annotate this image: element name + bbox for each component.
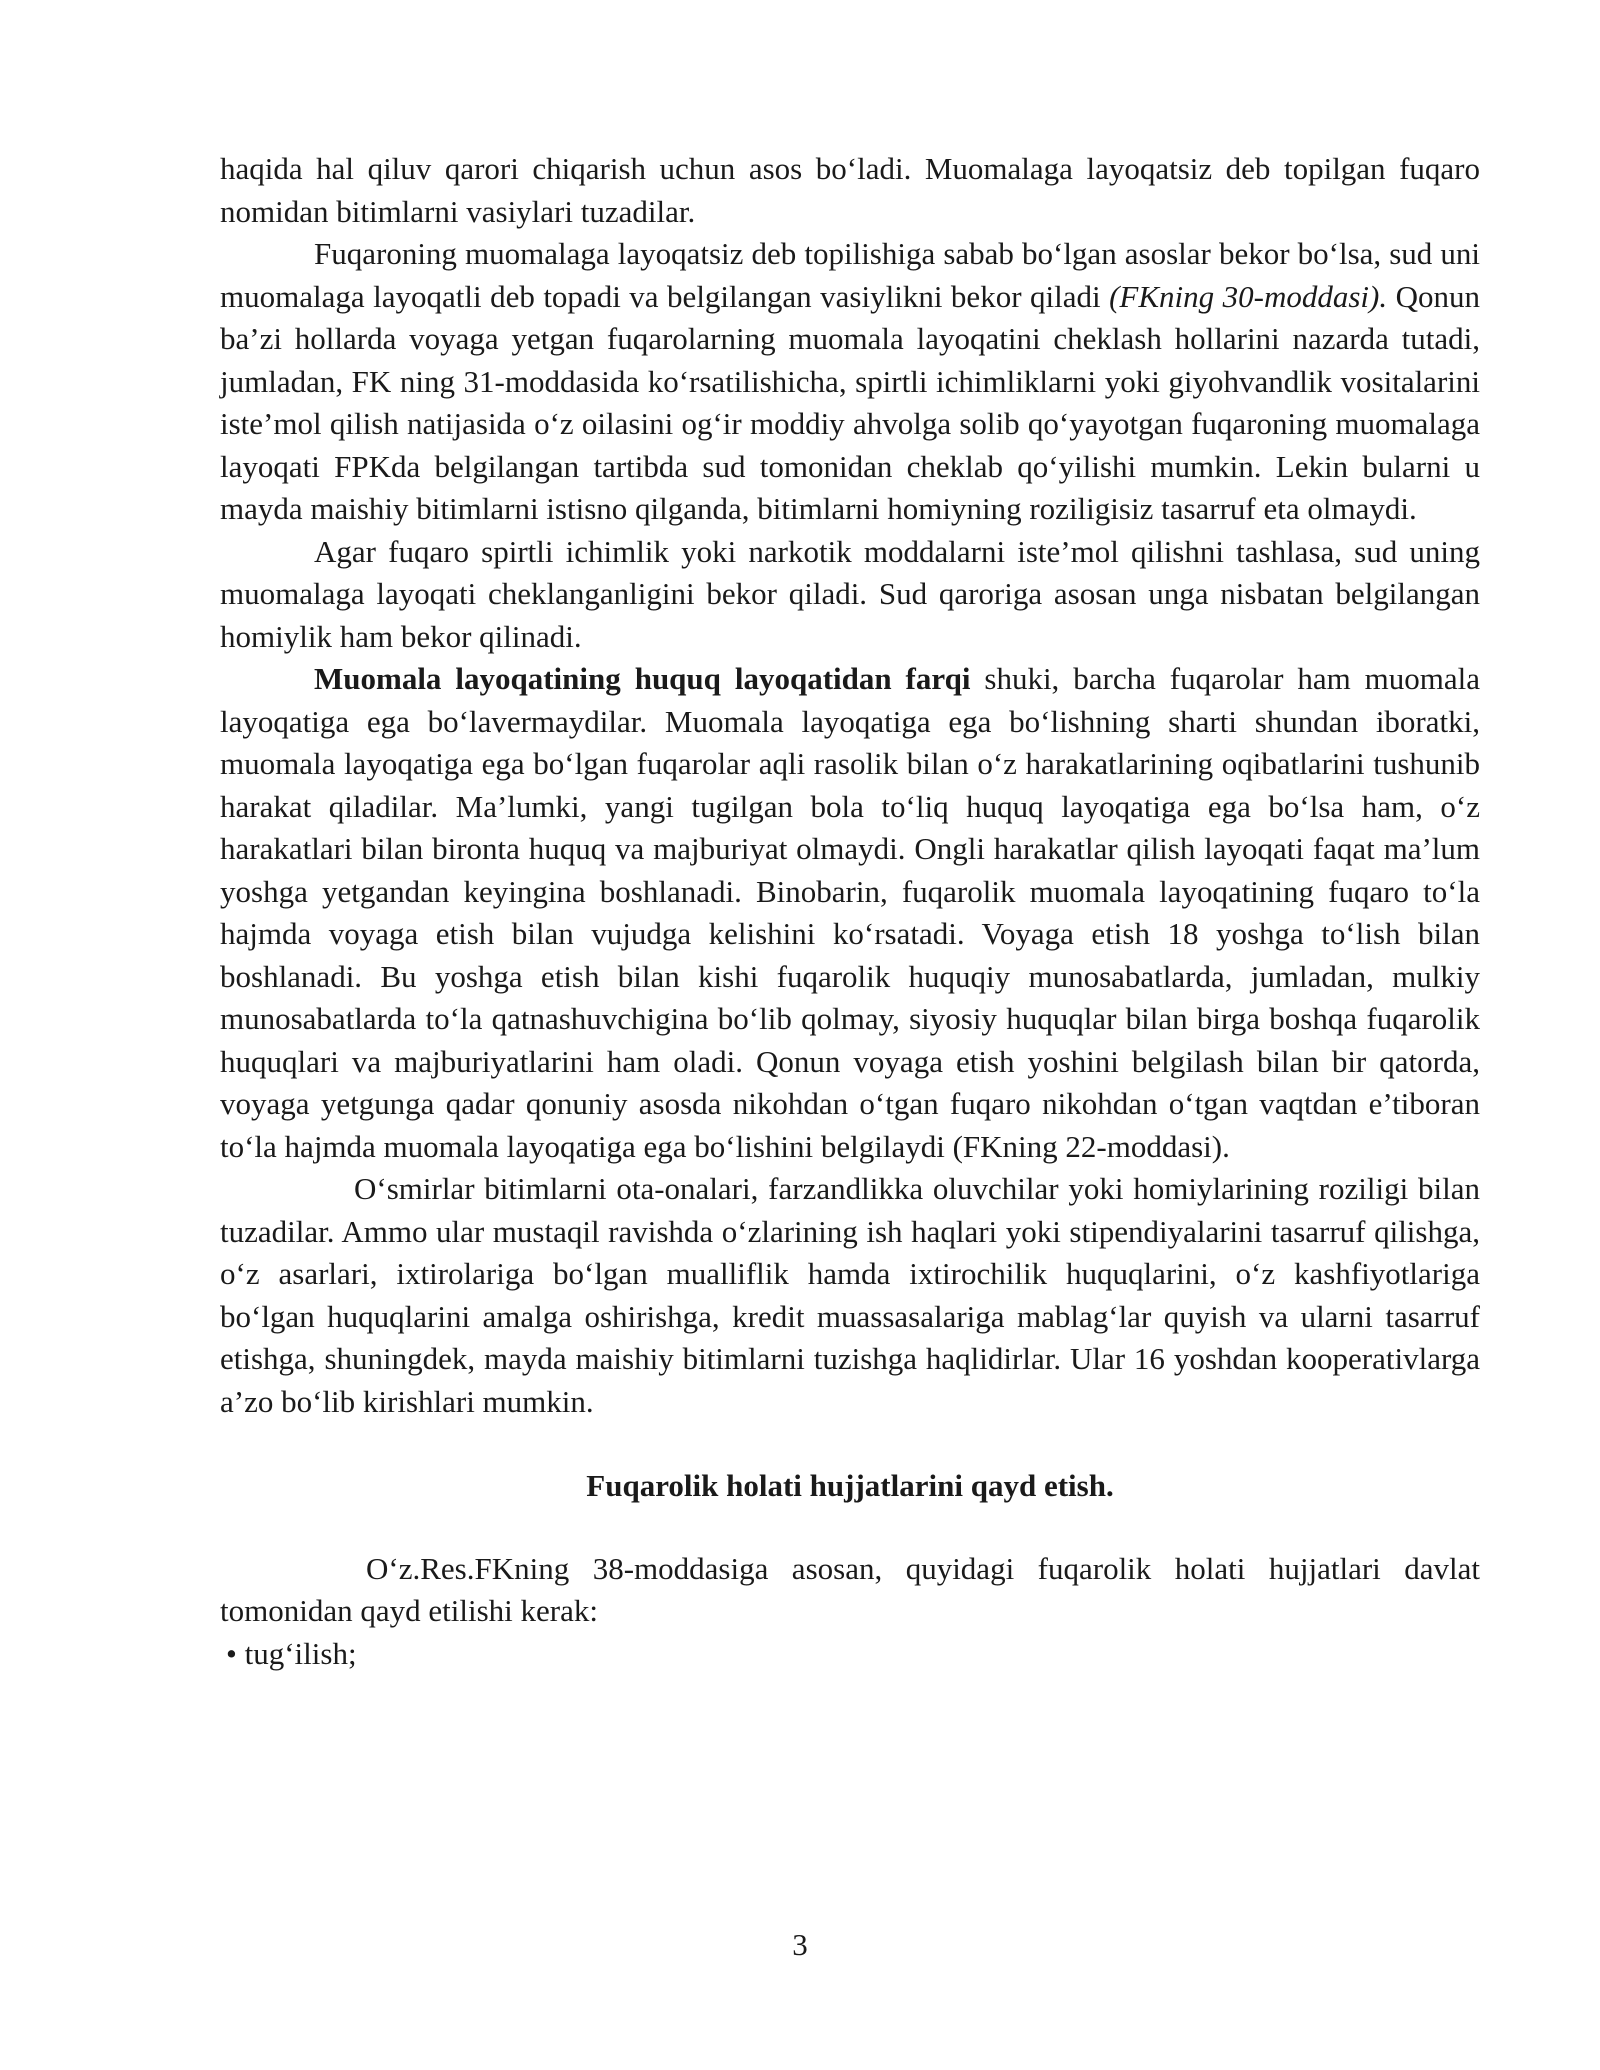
bullet-item-birth: • tug‘ilish; [226, 1635, 357, 1671]
paragraph-2-text-b: Qonun ba’zi hollarda voyaga yetgan fuqarolarning muomala layoqatini cheklash hollarini nazarda tutadi, jumladan, FK ning 31-moddasida ko‘rsatilishicha, spirtli ichimliklarni yoki giyohvandlik vositalarini iste’mol qilish natijasida o‘z oilasini og‘ir moddiy ahvolga solib qo‘yayotgan fuqaroning muomalaga layoqati FPKda belgilangan tartibda sud tomonidan cheklab qo‘yilishi mumkin. Lekin bularni u mayda maishiy bitimlarni istisno qilganda, bitimlarni homiyning roziligisiz tasarruf eta olmaydi. [220, 278, 1481, 526]
section-heading: Fuqarolik holati hujjatlarini qayd etish. [586, 1468, 1114, 1503]
document-page [220, 148, 1480, 1675]
paragraph-1: haqida hal qiluv qarori chiqarish uchun asos bo‘ladi. Muomalaga layoqatsiz deb topilgan fuqaro nomidan bitimlarni vasiylari tuzadilar. [220, 151, 1480, 229]
page-number: 3 [792, 1927, 808, 1962]
article-reference: (FKning 30-moddasi). [1109, 278, 1388, 314]
paragraph-4-text: shuki, barcha fuqarolar ham muomala layoqatiga ega bo‘lavermaydilar. Muomala layoqatiga ega bo‘lishning sharti shundan iboratki, muomala layoqatiga ega bo‘lgan fuqarolar aqli rasolik bilan o‘z harakatlarining oqibatlarini tushunib harakat qiladilar. Ma’lumki, yangi tugilgan bola to‘liq huquq layoqatiga ega bo‘lsa ham, o‘z harakatlari bilan bironta huquq va majburiyat olmaydi. Ongli harakatlar qilish layoqati faqat ma’lum yoshga yetgandan keyingina boshlanadi. Binobarin, fuqarolik muomala layoqatining fuqaro to‘la hajmda voyaga etish bilan vujudga kelishini ko‘rsatadi. Voyaga etish 18 yoshga to‘lish bilan boshlanadi. Bu yoshga etish bilan kishi fuqarolik huquqiy munosabatlarda, jumladan, mulkiy munosabatlarda to‘la qatnashuvchigina bo‘lib qolmay, siyosiy huquqlar bilan birga boshqa fuqarolik huquqlari va majburiyatlarini ham oladi. Qonun voyaga etish yoshini belgilash bilan bir qatorda, voyaga yetgunga qadar qonuniy asosda nikohdan o‘tgan fuqaro nikohdan o‘tgan vaqtdan e’tiboran to‘la hajmda muomala layoqatiga ega bo‘lishini belgilaydi (FKning 22-moddasi). [220, 661, 1481, 1164]
paragraph-2 [220, 233, 1480, 531]
paragraph-4 [220, 658, 1480, 1168]
paragraph-6: O‘z.Res.FKning 38-moddasiga asosan, quyidagi fuqarolik holati hujjatlari davlat tomonidan qayd etilishi kerak: [220, 1550, 1480, 1628]
paragraph-5: O‘smirlar bitimlarni ota-onalari, farzandlikka oluvchilar yoki homiylarining roziligi bilan tuzadilar. Ammo ular mustaqil ravishda o‘zlarining ish haqlari yoki stipendiyalarini tasarruf qilishga, o‘z asarlari, ixtirolariga bo‘lgan mualliflik hamda ixtirochilik huquqlarini, o‘z kashfiyotlariga bo‘lgan huquqlarini amalga oshirishga, kredit muassasalariga mablag‘lar quyish va ularni tasarruf etishga, shuningdek, mayda maishiy bitimlarni tuzishga haqlidirlar. Ular 16 yoshdan kooperativlarga a’zo bo‘lib kirishlari mumkin. [220, 1171, 1480, 1419]
paragraph-3: Agar fuqaro spirtli ichimlik yoki narkotik moddalarni iste’mol qilishni tashlasa, sud uning muomalaga layoqati cheklanganligini bekor qiladi. Sud qaroriga asosan unga nisbatan belgilangan homiylik ham bekor qilinadi. [220, 533, 1480, 654]
paragraph-2-text-a: Fuqaroning muomalaga layoqatsiz deb topilishiga sabab bo‘lgan asoslar bekor bo‘lsa, sud uni muomalaga layoqatli deb topadi va belgilangan vasiylikni bekor qiladi [220, 236, 1480, 314]
paragraph-4-bold-lead: Muomala layoqatining huquq layoqatidan farqi [314, 661, 971, 696]
